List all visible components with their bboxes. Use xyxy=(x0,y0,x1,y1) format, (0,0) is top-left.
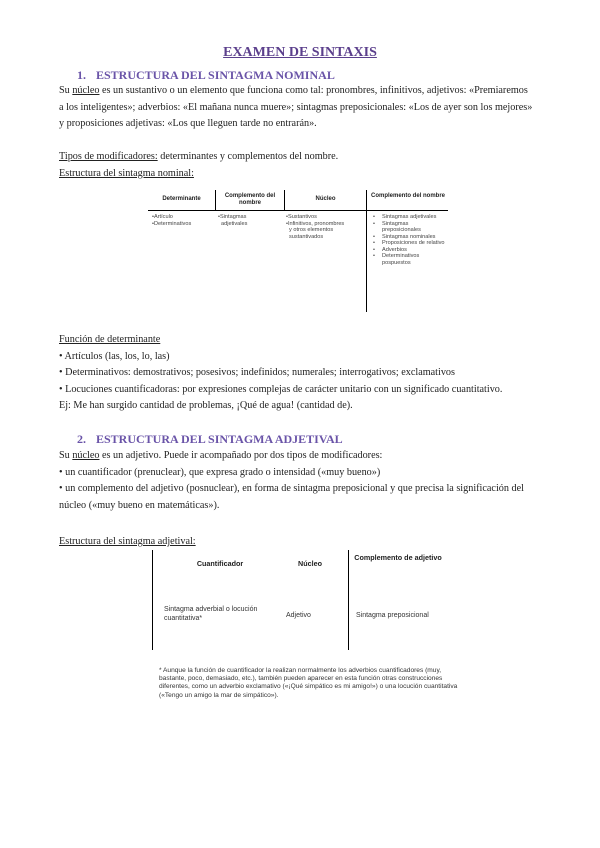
modifiers-block xyxy=(59,149,559,182)
intro-line1: es un sustantivo o un elemento que funciona como tal: pronombres, infinitivos, adjetivos: «Premiaremos xyxy=(99,85,528,96)
intro-line2: a los inteligentes»; adverbios: «El mañana nunca muere»; sintagmas preposicionales: «Los de ayer son los mejores» xyxy=(59,101,533,113)
table-header: Núcleo xyxy=(315,196,336,202)
section1-heading xyxy=(77,68,335,83)
adjectival-structure-table xyxy=(152,550,452,650)
list-item: • Adverbios xyxy=(382,247,446,254)
nominal-structure-label: Estructura del sintagma nominal: xyxy=(59,167,194,179)
list-item: • Determinativos: demostrativos; posesivos; indefinidos; numerales; interrogativos; exclamativos xyxy=(59,367,455,378)
list-item: • Sintagmas nominales xyxy=(382,234,446,241)
list-item: • Artículos (las, los, lo, las) xyxy=(59,350,170,362)
noun-complement-cell xyxy=(218,214,282,227)
cell-line: •Artículo xyxy=(152,214,173,220)
section2-heading-text: ESTRUCTURA DEL SINTAGMA ADJETIVAL xyxy=(96,432,343,446)
section1-heading-text: ESTRUCTURA DEL SINTAGMA NOMINAL xyxy=(96,68,335,82)
list-item: • un complemento del adjetivo (posnuclear), en forma de sintagma preposicional y que precisa la significación del xyxy=(59,483,524,494)
section2-heading xyxy=(77,432,343,447)
nucleus-cell: Adjetivo xyxy=(286,612,311,619)
cell-line: adjetivales xyxy=(221,220,248,227)
cell-line: sustantivados xyxy=(289,233,324,240)
intro-nucleus: núcleo xyxy=(72,450,100,461)
table-header: Determinante xyxy=(162,196,201,202)
cell-line: y otros elementos xyxy=(289,227,334,233)
determiner-cell xyxy=(152,214,214,227)
list-item: • Locuciones cuantificadoras: por expresiones complejas de carácter unitario con un significado cuantitativo. xyxy=(59,383,503,395)
table-divider xyxy=(152,550,153,650)
table-header: Complemento del nombre xyxy=(224,193,276,206)
cell-line: •Sustantivos xyxy=(286,214,317,220)
modifiers-label: Tipos de modificadores: xyxy=(59,151,158,162)
list-item: núcleo («muy bueno en matemáticas»). xyxy=(59,499,220,511)
list-item: • un cuantificador (prenuclear), que expresa grado o intensidad («muy bueno») xyxy=(59,466,381,478)
nucleus-cell xyxy=(286,214,366,240)
modifiers-text: determinantes y complementos del nombre. xyxy=(157,151,339,162)
table-divider xyxy=(366,190,367,312)
table-divider xyxy=(348,550,349,650)
table-divider xyxy=(148,210,448,211)
determiner-function-block xyxy=(59,332,559,415)
cell-line: •Sintagmas xyxy=(218,214,247,220)
intro-line3: y proposiciones adjetivas: «Los que lleguen tarde no entrarán». xyxy=(59,118,317,129)
adjectival-structure-label: Estructura del sintagma adjetival: xyxy=(59,536,196,547)
nominal-structure-table xyxy=(148,190,450,312)
list-item: • Determinativos pospuestos xyxy=(382,253,446,266)
table-header: Complemento del nombre xyxy=(370,193,445,199)
table-header: Cuantificador xyxy=(196,559,244,568)
quantifier-cell: Sintagma adverbial o locución cuantitativa* xyxy=(164,606,258,622)
cell-line: •Determinativos xyxy=(152,220,192,227)
section2-intro xyxy=(59,448,559,514)
list-item: • Proposiciones de relativo xyxy=(382,240,446,247)
section1-intro xyxy=(59,83,559,133)
section2-number: 2. xyxy=(77,432,86,446)
section1-number: 1. xyxy=(77,68,86,82)
function-label: Función de determinante xyxy=(59,334,161,345)
adjective-complement-cell: Sintagma preposicional xyxy=(356,612,429,619)
table-header: Complemento de adjetivo xyxy=(354,553,442,562)
table-header: Núcleo xyxy=(298,559,322,568)
cell-line: •Infinitivos, pronombres xyxy=(286,220,345,227)
noun-complement-list-cell xyxy=(372,214,446,266)
intro-nucleus: núcleo xyxy=(72,85,100,96)
page-title: EXAMEN DE SINTAXIS xyxy=(223,45,377,60)
example-text: Ej: Me han surgido cantidad de problemas, ¡Qué de agua! (cantidad de). xyxy=(59,400,353,411)
list-item: • Sintagmas adjetivales xyxy=(382,214,446,221)
intro-prefix: Su xyxy=(59,85,73,96)
footnote: * Aunque la función de cuantificador la realizan normalmente los adverbios cuantificadores (muy, bastante, poco, demasiado, etc.), también pueden aparecer en esta función otras construcciones diferentes, como un adverbio exclamativo («¡Qué simpático es mi amigo!») o una locución cuantitativa («Tengo un amigo la mar de simpático»). xyxy=(159,667,458,699)
list-item: • Sintagmas preposicionales xyxy=(382,221,446,234)
intro-rest: es un adjetivo. Puede ir acompañado por dos tipos de modificadores: xyxy=(99,450,383,461)
intro-prefix: Su xyxy=(59,450,73,461)
